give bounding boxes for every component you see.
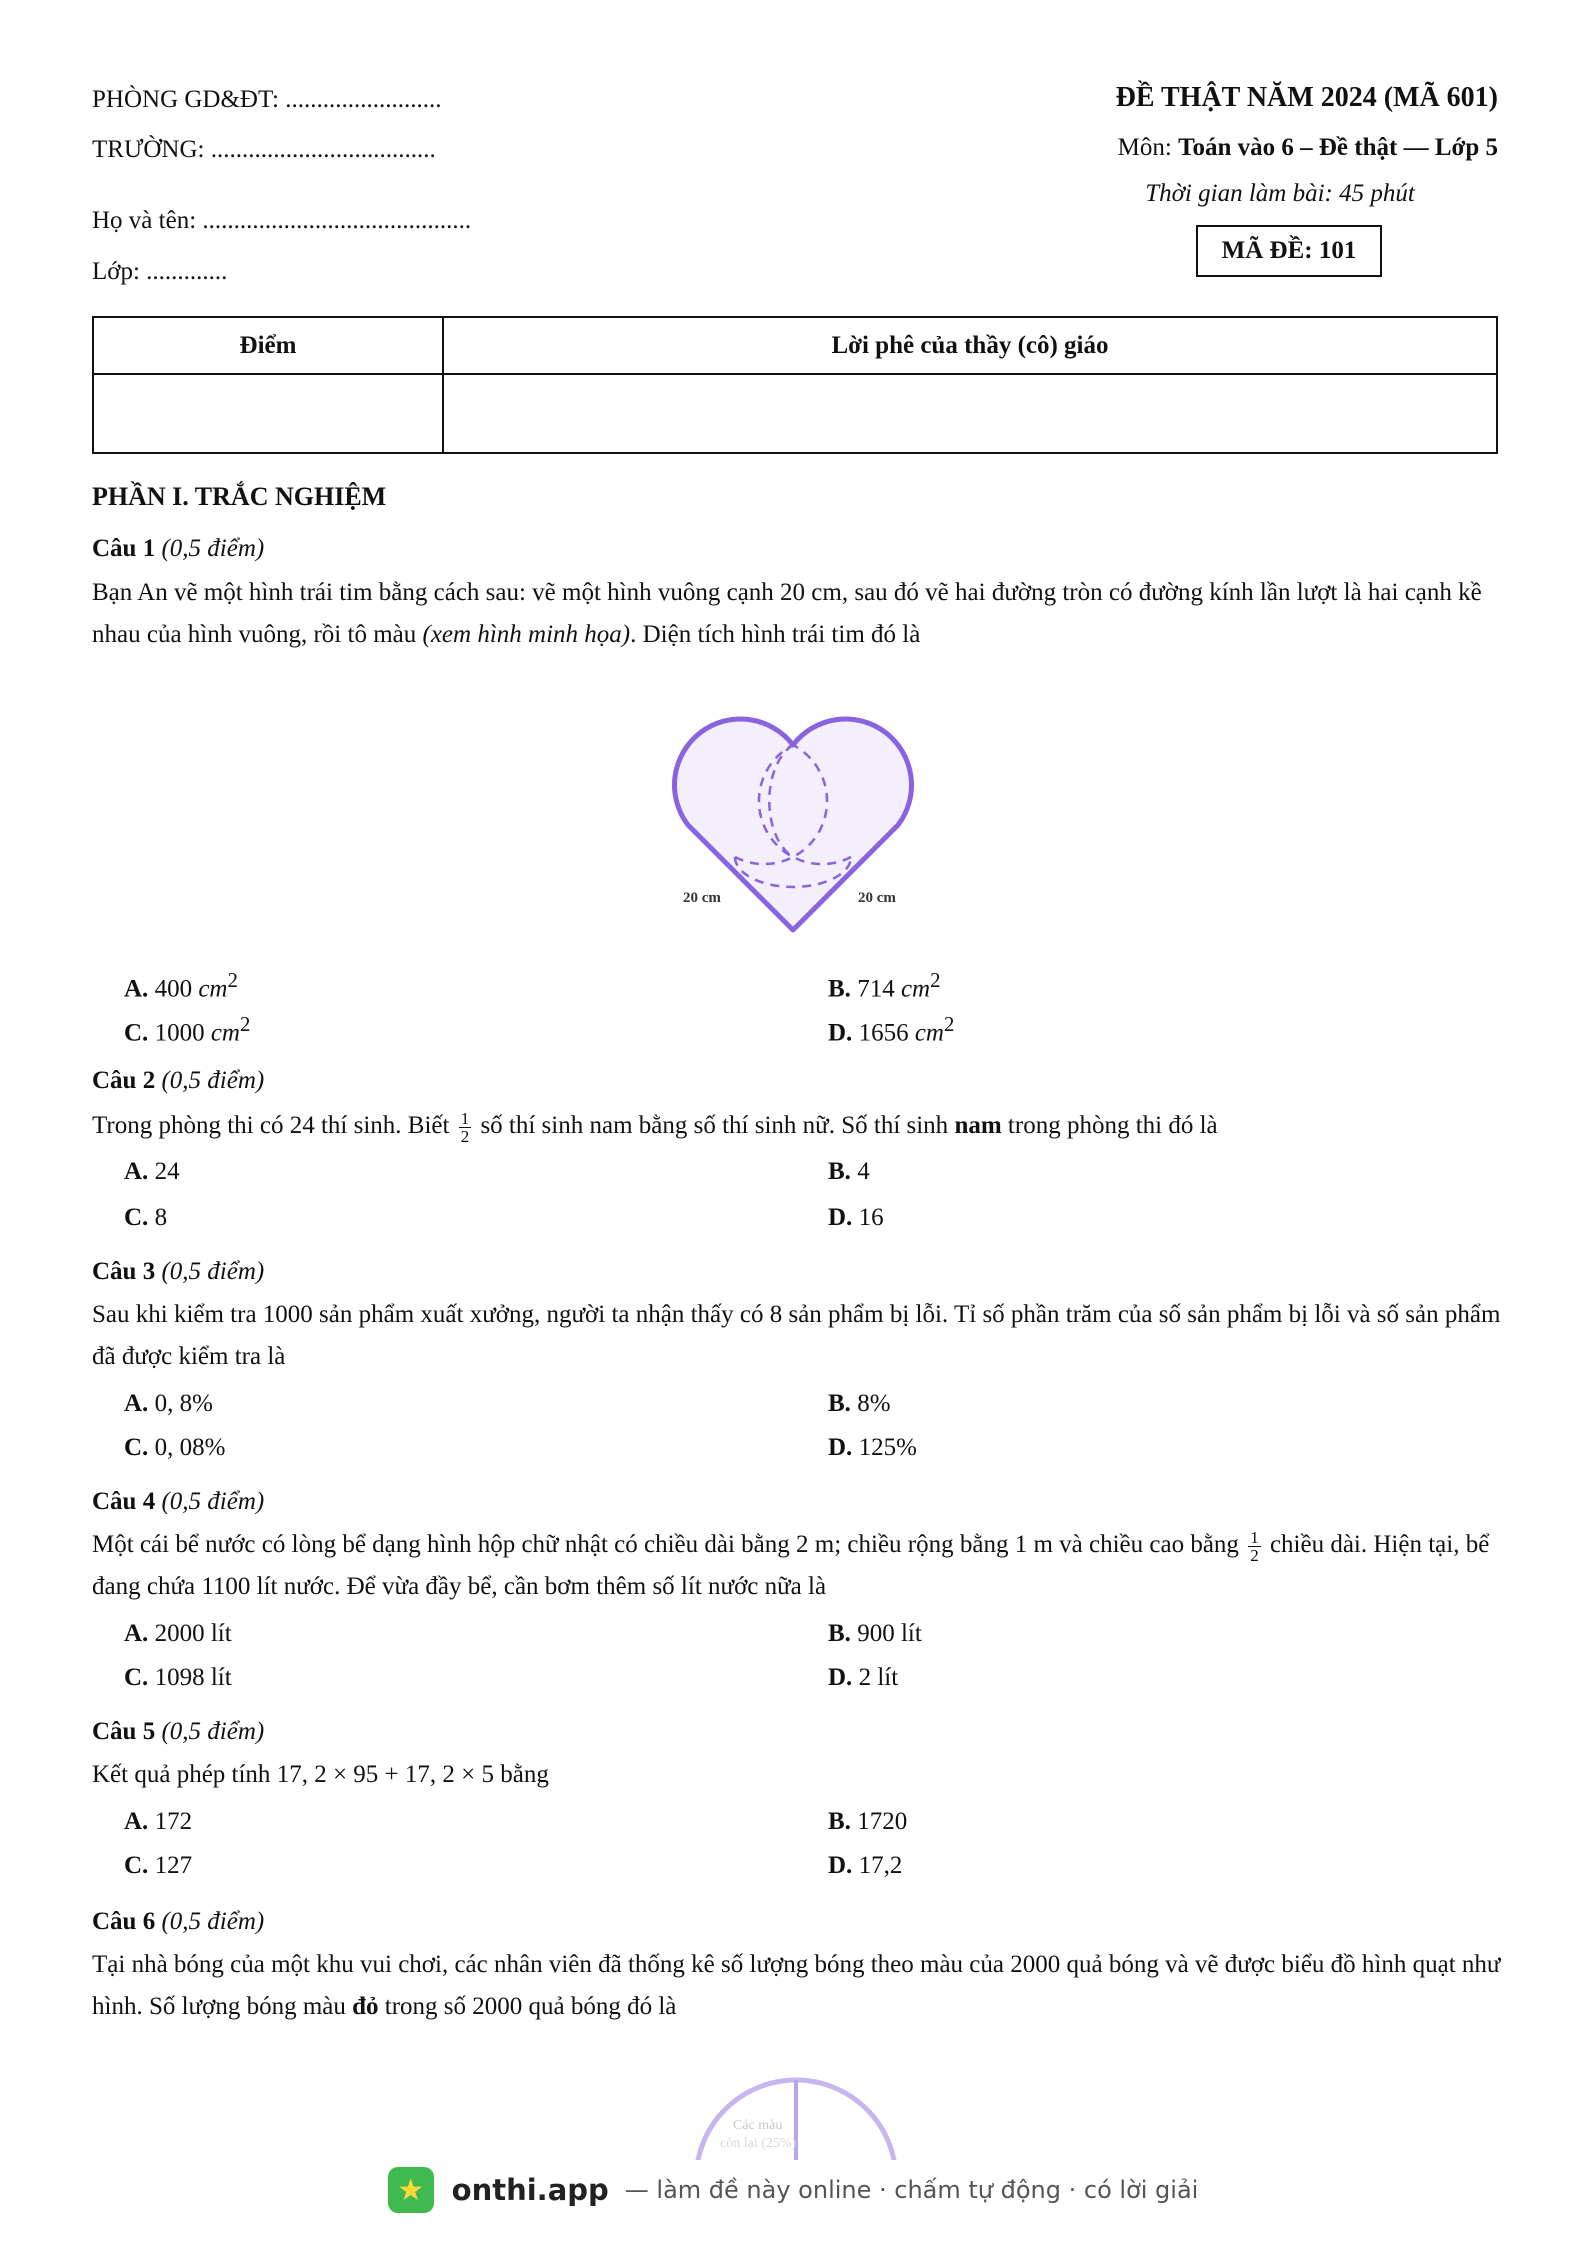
question-6-title: Câu 6 (0,5 điểm) (92, 1908, 265, 1935)
pie-label: Các màu (733, 2118, 783, 2133)
star-icon: ★ (388, 2167, 434, 2213)
q1-option-a[interactable]: A. 400 $cm^2$ (124, 968, 238, 1003)
pie-chart-fragment (668, 2070, 918, 2160)
class-field: Lớp: ............. (92, 258, 228, 285)
footer-tagline: — làm đề này online · chấm tự động · có lời giải (624, 2176, 1199, 2204)
school-field: TRƯỜNG: .................................... (92, 136, 436, 163)
subject-prefix: Môn: (1117, 134, 1179, 161)
question-6-text: Tại nhà bóng của một khu vui chơi, các nhân viên đã thống kê số lượng bóng theo màu của 2000 quả bóng và vẽ được biểu đồ hình quạt như hình. Số lượng bóng màu đỏ trong số 2000 quả bóng đó là (92, 1951, 1501, 2020)
q4-option-c[interactable]: C. 1098 lít (124, 1664, 232, 1691)
footer-banner[interactable] (0, 2160, 1586, 2220)
question-4-text: Một cái bể nước có lòng bể dạng hình hộp chữ nhật có chiều dài bằng 2 m; chiều rộng bằng 1 m và chiều cao bằng $\frac{1}{2}$ chiều dài. Hiện tại, bể đang chứa 1100 lít nước. Để vừa đầy bể, cần bơm thêm số lít nước nữa là (92, 1527, 1490, 1600)
q2-option-c[interactable]: C. 8 (124, 1204, 168, 1231)
q5-option-b[interactable]: B. 1720 (828, 1808, 908, 1835)
q3-option-b[interactable]: B. 8% (828, 1390, 891, 1417)
q4-option-a[interactable]: A. 2000 lít (124, 1620, 232, 1647)
question-2-title: Câu 2 (0,5 điểm) (92, 1067, 265, 1094)
table-divider (94, 373, 1496, 375)
department-field: PHÒNG GD&ĐT: ......................... (92, 86, 442, 113)
brand-name[interactable]: onthi.app (451, 2173, 609, 2207)
q5-option-c[interactable]: C. 127 (124, 1852, 193, 1879)
q2-option-d[interactable]: D. 16 (828, 1204, 884, 1231)
exam-code: MÃ ĐỀ: 101 (1221, 237, 1357, 264)
question-4-title: Câu 4 (0,5 điểm) (92, 1488, 265, 1515)
pie-label: còn lại (25%) (720, 2136, 797, 2151)
q2-option-b[interactable]: B. 4 (828, 1158, 870, 1185)
heart-figure (660, 715, 920, 945)
q3-option-c[interactable]: C. 0, 08% (124, 1434, 226, 1461)
q3-option-a[interactable]: A. 0, 8% (124, 1390, 213, 1417)
pie-outline (796, 2080, 896, 2160)
math-expression: 17, 2 × 95 + 17, 2 × 5 (276, 1761, 494, 1788)
question-3-title: Câu 3 (0,5 điểm) (92, 1258, 265, 1285)
question-5-title: Câu 5 (0,5 điểm) (92, 1718, 265, 1745)
student-name-field: Họ và tên: ........................................... (92, 207, 472, 234)
q3-option-d[interactable]: D. 125% (828, 1434, 917, 1461)
question-1-text: Bạn An vẽ một hình trái tim bằng cách sau: vẽ một hình vuông cạnh 20 cm, sau đó vẽ hai đường tròn có đường kính lần lượt là hai cạnh kề nhau của hình vuông, rồi tô màu (xem hình minh họa). Diện tích hình trái tim đó là (92, 579, 1482, 648)
q5-option-d[interactable]: D. 17,2 (828, 1852, 903, 1879)
fraction: $\frac{1}{2}$ (460, 1108, 470, 1146)
q4-option-d[interactable]: D. 2 lít (828, 1664, 899, 1691)
subject-name: Toán vào 6 – Đề thật — Lớp 5 (1178, 134, 1498, 161)
question-5-text: Kết quả phép tính 17, 2 × 95 + 17, 2 × 5 bằng (92, 1761, 549, 1788)
score-table (92, 316, 1498, 454)
exam-title: ĐỀ THẬT NĂM 2024 (MÃ 601) (1115, 82, 1498, 113)
q1-option-b[interactable]: B. 714 $cm^2$ (828, 968, 941, 1003)
section-title: PHẦN I. TRẮC NGHIỆM (92, 482, 387, 511)
right-side-label: 20 cm (858, 890, 896, 906)
fraction: $\frac{1}{2}$ (1250, 1527, 1259, 1565)
q1-option-d[interactable]: D. 1656 $cm^2$ (828, 1012, 955, 1047)
subject-line (1118, 132, 1498, 164)
comment-header: Lời phê của thầy (cô) giáo (831, 331, 1109, 359)
exam-time: Thời gian làm bài: 45 phút (1145, 180, 1415, 207)
score-header: Điểm (239, 331, 297, 359)
question-3-text: Sau khi kiểm tra 1000 sản phẩm xuất xưởng, người ta nhận thấy có 8 sản phẩm bị lỗi. Tỉ số phần trăm của số sản phẩm bị lỗi và số sản phẩm đã được kiểm tra là (92, 1301, 1501, 1370)
question-1-title: Câu 1 (0,5 điểm) (92, 535, 265, 562)
left-side-label: 20 cm (683, 890, 721, 906)
q1-option-c[interactable]: C. 1000 $cm^2$ (124, 1012, 251, 1047)
exam-code-box (1196, 225, 1382, 277)
q2-option-a[interactable]: A. 24 (124, 1158, 180, 1185)
q5-option-a[interactable]: A. 172 (124, 1808, 193, 1835)
q4-option-b[interactable]: B. 900 lít (828, 1620, 922, 1647)
question-2-text: Trong phòng thi có 24 thí sinh. Biết $\frac{1}{2}$ số thí sinh nam bằng số thí sinh nữ. Số thí sinh nam trong phòng thi đó là (92, 1108, 1218, 1146)
